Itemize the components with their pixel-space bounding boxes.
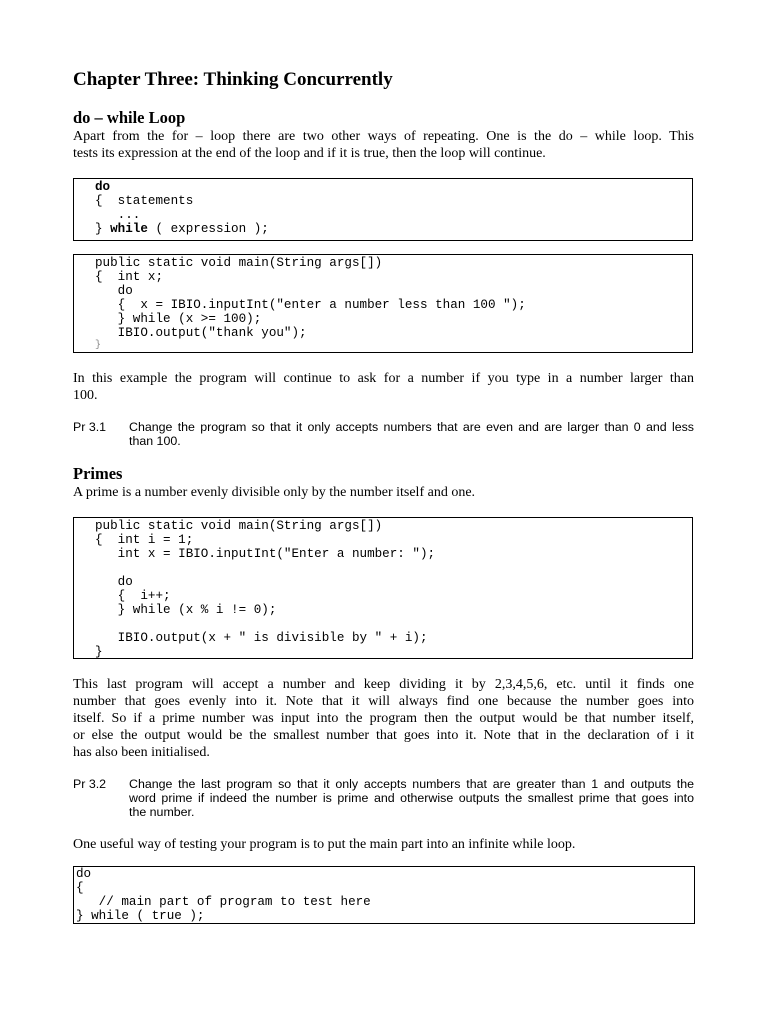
syntax-code-line-2: { statements xyxy=(95,194,194,208)
practice-3-2-text xyxy=(129,777,694,819)
example-explanation-line-2: 100. xyxy=(73,388,98,403)
primes-code: public static void main(String args[]) { int i = 1; int x = IBIO.inputInt("Enter a number: "); do { i++; } while (x % i != 0); IBIO.output(x + " is divisible by " + i); } xyxy=(95,519,436,659)
do-while-intro-line-1: Apart from the for – loop there are two other ways of repeating. One is the do – while loop. This xyxy=(73,129,694,144)
syntax-code-while-keyword: while xyxy=(110,222,148,236)
primes-explanation-line-3: itself. So if a prime number was input into the program then the output would be that number itself, xyxy=(73,711,694,726)
syntax-code-line-4-suffix: ( expression ); xyxy=(147,222,269,236)
syntax-code-box xyxy=(73,178,693,241)
primes-intro xyxy=(73,484,694,501)
primes-explanation-line-5: has also been initialised. xyxy=(73,745,210,760)
practice-3-1-line-1: Change the program so that it only accepts numbers that are even and are larger than 0 and less xyxy=(129,420,694,434)
example-explanation-line-1: In this example the program will continue to ask for a number if you type in a number larger than xyxy=(73,371,694,386)
example-explanation xyxy=(73,370,694,404)
example-code-box xyxy=(73,254,693,353)
primes-explanation-line-2: number that goes evenly into it. Note that it will always find one because the number goes into xyxy=(73,694,694,709)
testing-tip-line: One useful way of testing your program is to put the main part into an infinite while loop. xyxy=(73,837,576,852)
syntax-code-line-3: ... xyxy=(95,208,141,222)
practice-3-1-text xyxy=(129,420,694,448)
primes-explanation-line-1: This last program will accept a number and keep dividing it by 2,3,4,5,6, etc. until it finds one xyxy=(73,677,694,692)
practice-3-2-line-3: the number. xyxy=(129,805,195,819)
do-while-intro xyxy=(73,128,694,162)
primes-explanation xyxy=(73,676,694,761)
example-code-close: } xyxy=(95,340,102,351)
practice-3-2 xyxy=(73,777,694,819)
primes-explanation-line-4: or else the output would be the smallest number that goes into it. Note that in the declaration of i it xyxy=(73,728,694,743)
primes-intro-line: A prime is a number evenly divisible only by the number itself and one. xyxy=(73,485,476,500)
practice-3-2-number: Pr 3.2 xyxy=(73,777,107,791)
practice-3-2-line-2: word prime if indeed the number is prime and otherwise outputs the smallest prime that goes into xyxy=(129,791,694,805)
syntax-code xyxy=(95,180,692,236)
infinite-loop-code-box xyxy=(73,866,695,924)
syntax-code-line-4-prefix: } xyxy=(95,222,111,236)
chapter-title: Chapter Three: Thinking Concurrently xyxy=(73,69,393,90)
testing-tip xyxy=(73,836,694,853)
section-heading-do-while: do – while Loop xyxy=(73,108,186,127)
section-heading-primes: Primes xyxy=(73,464,123,483)
infinite-loop-code: do { // main part of program to test here } while ( true ); xyxy=(76,867,371,923)
practice-3-2-line-1: Change the last program so that it only accepts numbers that are greater than 1 and outputs the xyxy=(129,777,694,791)
syntax-code-line-1: do xyxy=(95,180,111,194)
primes-code-box xyxy=(73,517,693,659)
example-code: public static void main(String args[]) { int x; do { x = IBIO.inputInt("enter a number less than 100 "); } while (x >= 100); IBIO.output("thank you"); xyxy=(95,256,526,340)
do-while-intro-line-2: tests its expression at the end of the loop and if it is true, then the loop will continue. xyxy=(73,146,546,161)
practice-3-1 xyxy=(73,420,694,448)
practice-3-1-number: Pr 3.1 xyxy=(73,420,107,434)
practice-3-1-line-2: than 100. xyxy=(129,434,181,448)
